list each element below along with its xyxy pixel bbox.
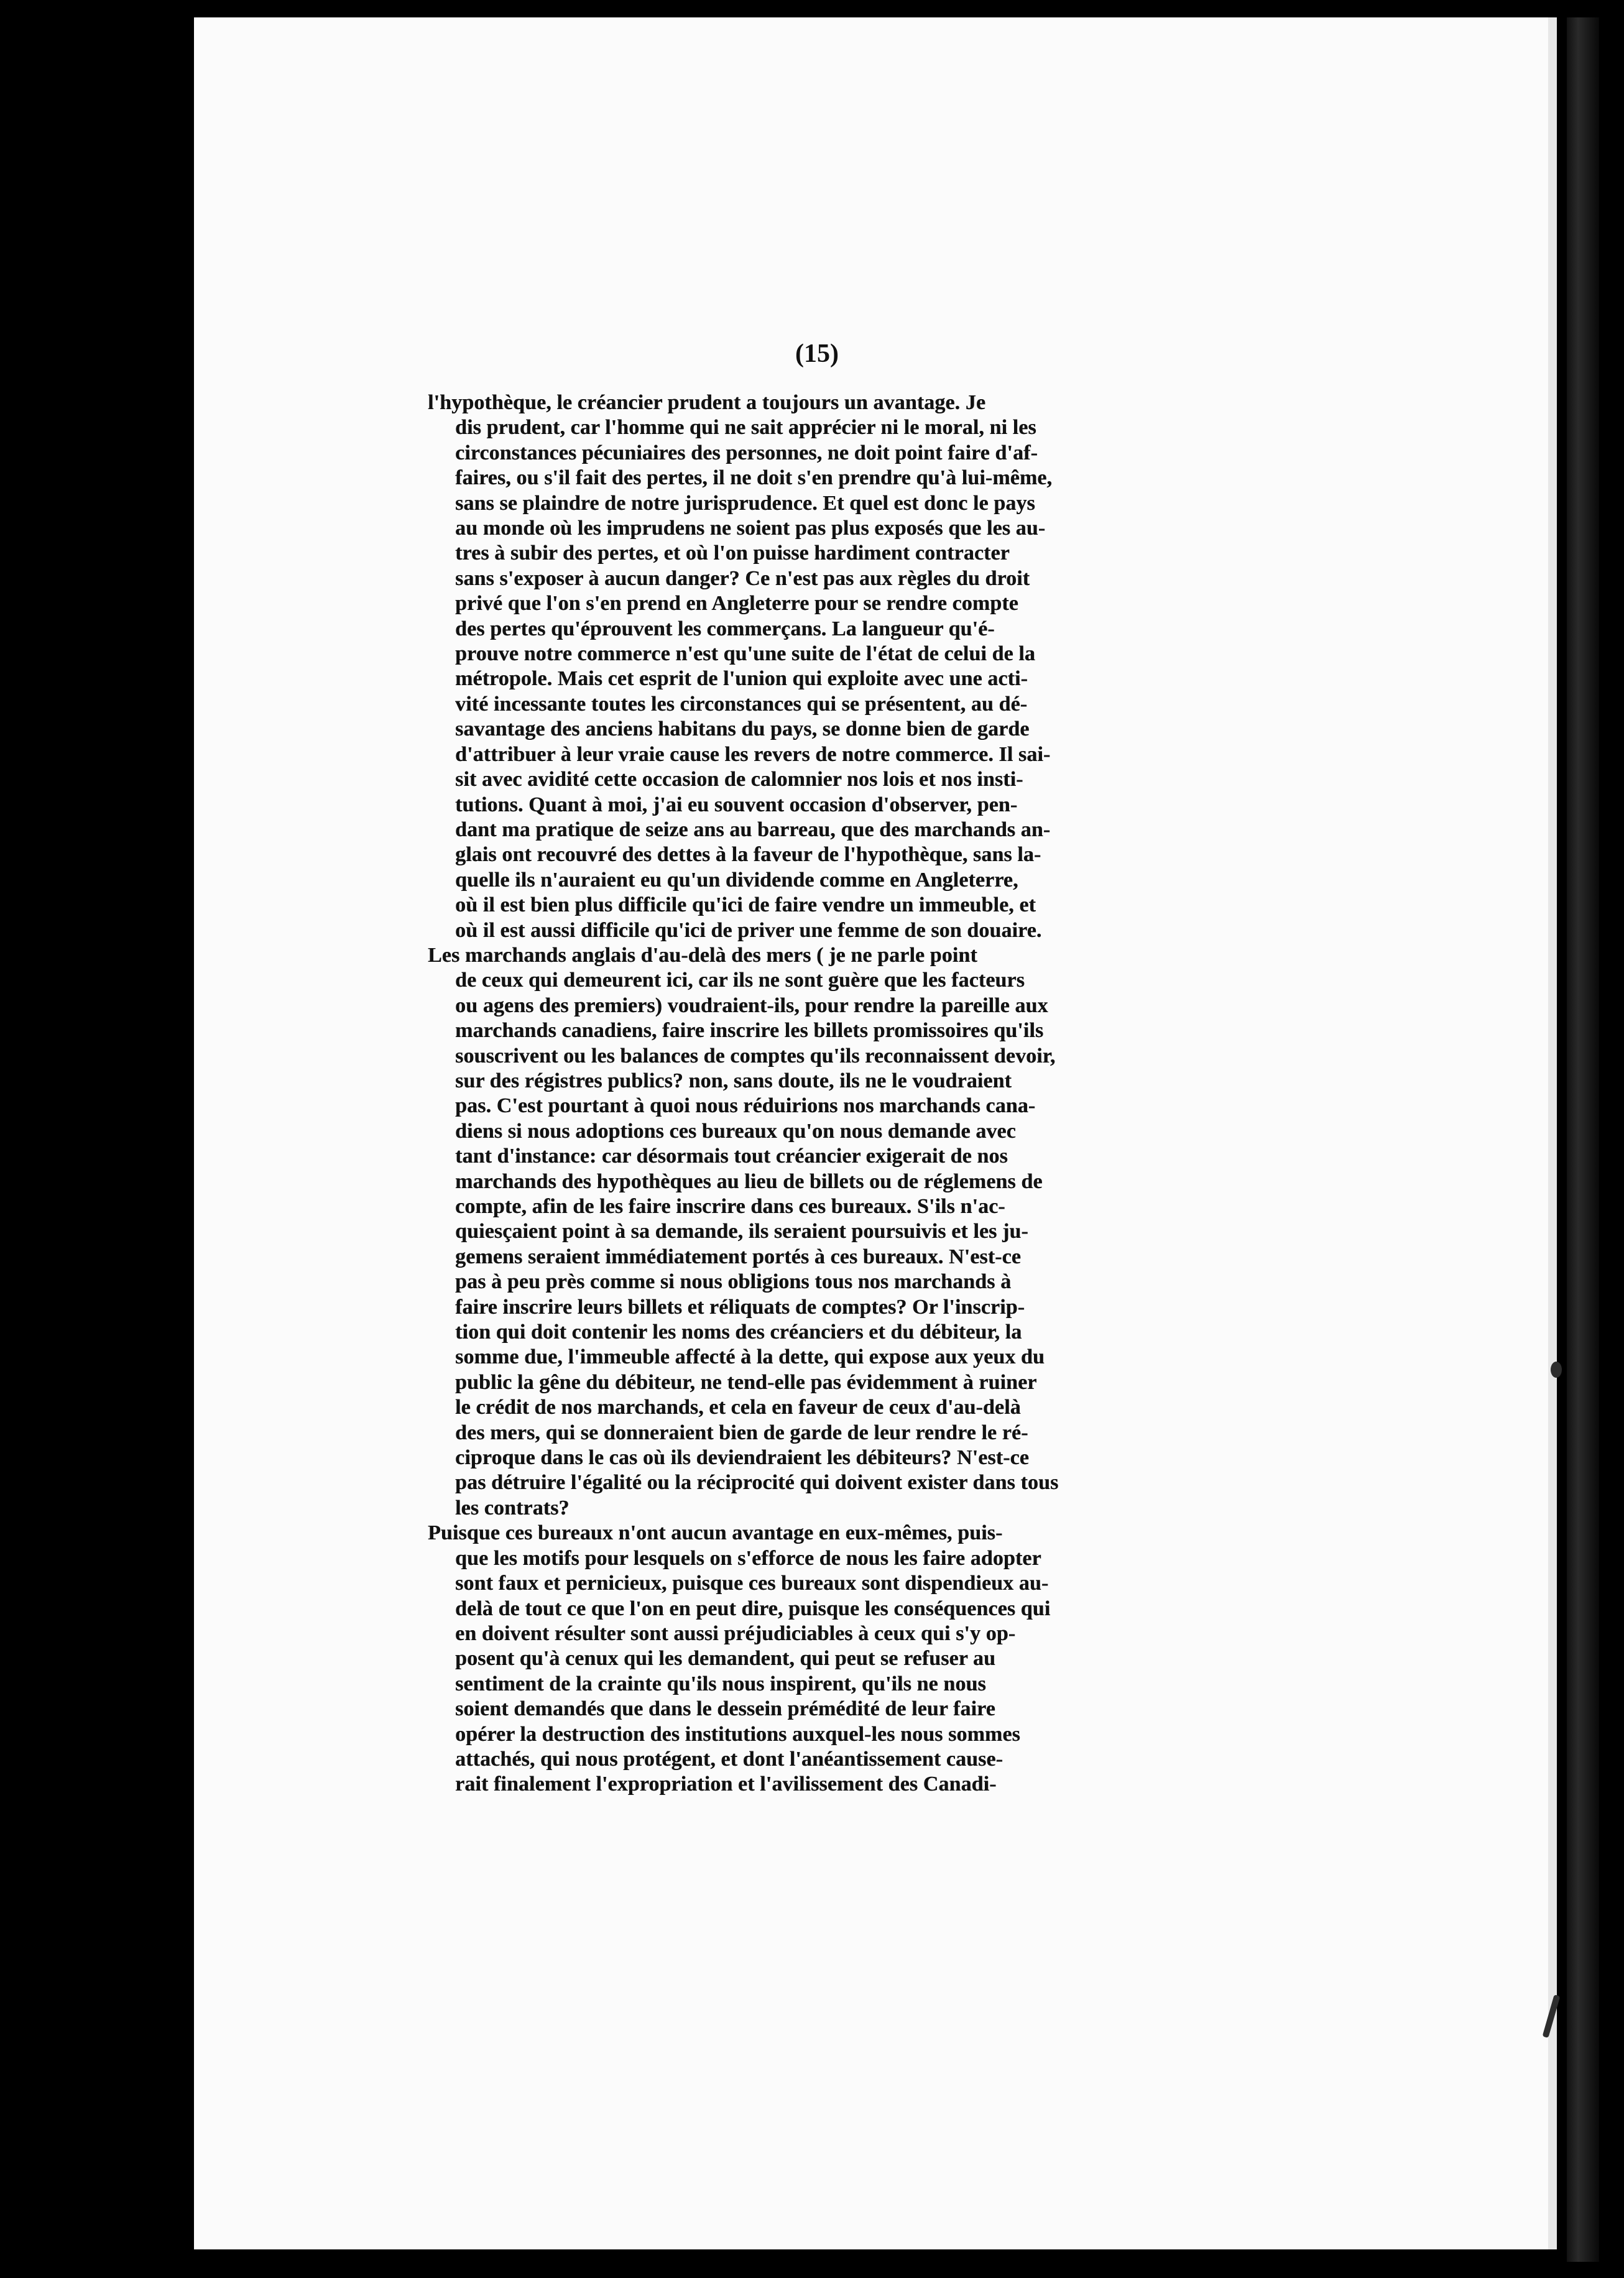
text-line: delà de tout ce que l'on en peut dire, puisque les conséquences qui	[455, 1597, 1051, 1620]
text-line: diens si nous adoptions ces bureaux qu'on nous demande avec	[455, 1119, 1016, 1143]
paragraph-start-line: Les marchands anglais d'au-delà des mers ( je ne parle point	[428, 943, 977, 967]
page-number: (15)	[795, 339, 839, 368]
text-line: sans se plaindre de notre jurisprudence. Et quel est donc le pays	[455, 491, 1035, 515]
text-line: glais ont recouvré des dettes à la faveur de l'hypothèque, sans la-	[455, 843, 1041, 867]
text-line: de ceux qui demeurent ici, car ils ne sont guère que les facteurs	[455, 969, 1025, 992]
text-line: au monde où les imprudens ne soient pas plus exposés que les au-	[455, 517, 1046, 540]
text-line: tres à subir des pertes, et où l'on puisse hardiment contracter	[455, 542, 1010, 565]
text-line: quelle ils n'auraient eu qu'un dividende comme en Angleterre,	[455, 868, 1018, 892]
text-line: pas. C'est pourtant à quoi nous réduirions nos marchands cana-	[455, 1094, 1036, 1118]
text-line: circonstances pécuniaires des personnes, ne doit point faire d'af-	[455, 441, 1038, 464]
text-line: marchands canadiens, faire inscrire les billets promissoires qu'ils	[455, 1019, 1044, 1043]
text-line: tant d'instance: car désormais tout créancier exigerait de nos	[455, 1145, 1008, 1168]
text-line: opérer la destruction des institutions auxquel-les nous sommes	[455, 1722, 1020, 1746]
text-line: posent qu'à cenux qui les demandent, qui peut se refuser au	[455, 1647, 995, 1671]
text-line: sans s'exposer à aucun danger? Ce n'est pas aux règles du droit	[455, 566, 1030, 590]
text-line: ou agens des premiers) voudraient-ils, pour rendre la pareille aux	[455, 994, 1048, 1017]
text-line: dis prudent, car l'homme qui ne sait apprécier ni le moral, ni les	[455, 416, 1036, 440]
text-line: attachés, qui nous protégent, et dont l'anéantissement cause-	[455, 1747, 1003, 1771]
text-line: où il est bien plus difficile qu'ici de faire vendre un immeuble, et	[455, 893, 1036, 917]
paragraph-start-line: Puisque ces bureaux n'ont aucun avantage en eux-mêmes, puis-	[428, 1521, 1003, 1545]
text-line: sur des régistres publics? non, sans doute, ils ne le voudraient	[455, 1069, 1012, 1092]
text-line: sont faux et pernicieux, puisque ces bureaux sont dispendieux au-	[455, 1572, 1049, 1595]
text-line: privé que l'on s'en prend en Angleterre pour se rendre compte	[455, 592, 1018, 616]
text-line: public la gêne du débiteur, ne tend-elle pas évidemment à ruiner	[455, 1370, 1037, 1394]
top-scan-edge	[0, 0, 1624, 17]
text-line: en doivent résulter sont aussi préjudiciables à ceux qui s'y op-	[455, 1621, 1016, 1645]
text-line: que les motifs pour lesquels on s'efforce de nous les faire adopter	[455, 1546, 1041, 1570]
text-line: pas détruire l'égalité ou la réciprocité qui doivent exister dans tous	[455, 1471, 1059, 1495]
text-line: dant ma pratique de seize ans au barreau, que des marchands an-	[455, 818, 1051, 841]
text-line: vité incessante toutes les circonstances qui se présentent, au dé-	[455, 692, 1028, 716]
body-text	[428, 390, 1180, 1833]
text-line: tutions. Quant à moi, j'ai eu souvent occasion d'observer, pen-	[455, 793, 1018, 816]
text-line: faires, ou s'il fait des pertes, il ne doit s'en prendre qu'à lui-même,	[455, 466, 1053, 490]
text-line: savantage des anciens habitans du pays, se donne bien de garde	[455, 717, 1030, 741]
text-line: soient demandés que dans le dessein prémédité de leur faire	[455, 1697, 995, 1721]
text-line: où il est aussi difficile qu'ici de priver une femme de son douaire.	[455, 918, 1042, 942]
text-line: métropole. Mais cet esprit de l'union qui exploite avec une acti-	[455, 667, 1028, 691]
text-line: sit avec avidité cette occasion de calomnier nos lois et nos insti-	[455, 768, 1023, 791]
text-line: quiesçaient point à sa demande, ils seraient poursuivis et les ju-	[455, 1220, 1028, 1243]
page-binding-edge	[1567, 17, 1599, 2262]
text-line: d'attribuer à leur vraie cause les revers de notre commerce. Il sai-	[455, 742, 1051, 766]
text-line: rait finalement l'expropriation et l'avilissement des Canadi-	[455, 1773, 997, 1796]
paper-spot	[1551, 1362, 1562, 1378]
text-line: le crédit de nos marchands, et cela en faveur de ceux d'au-delà	[455, 1396, 1021, 1419]
text-line: souscrivent ou les balances de comptes qu'ils reconnaissent devoir,	[455, 1044, 1056, 1068]
text-line: faire inscrire leurs billets et réliquats de comptes? Or l'inscrip-	[455, 1295, 1025, 1319]
text-line: les contrats?	[455, 1496, 570, 1519]
text-line: marchands des hypothèques au lieu de billets ou de réglemens de	[455, 1169, 1043, 1193]
text-line: gemens seraient immédiatement portés à ces bureaux. N'est-ce	[455, 1245, 1021, 1268]
text-line: pas à peu près comme si nous obligions tous nos marchands à	[455, 1270, 1012, 1294]
text-line: compte, afin de les faire inscrire dans ces bureaux. S'ils n'ac-	[455, 1195, 1005, 1218]
text-line: des pertes qu'éprouvent les commerçans. La langueur qu'é-	[455, 617, 995, 640]
text-line: l'hypothèque, le créancier prudent a toujours un avantage. Je	[428, 391, 986, 414]
text-line: des mers, qui se donneraient bien de garde de leur rendre le ré-	[455, 1421, 1028, 1444]
text-line: tion qui doit contenir les noms des créanciers et du débiteur, la	[455, 1321, 1022, 1344]
text-line: ciproque dans le cas où ils deviendraient les débiteurs? N'est-ce	[455, 1446, 1029, 1470]
text-line: sentiment de la crainte qu'ils nous inspirent, qu'ils ne nous	[455, 1672, 986, 1695]
text-line: prouve notre commerce n'est qu'une suite de l'état de celui de la	[455, 642, 1035, 666]
text-line: somme due, l'immeuble affecté à la dette, qui expose aux yeux du	[455, 1345, 1045, 1369]
